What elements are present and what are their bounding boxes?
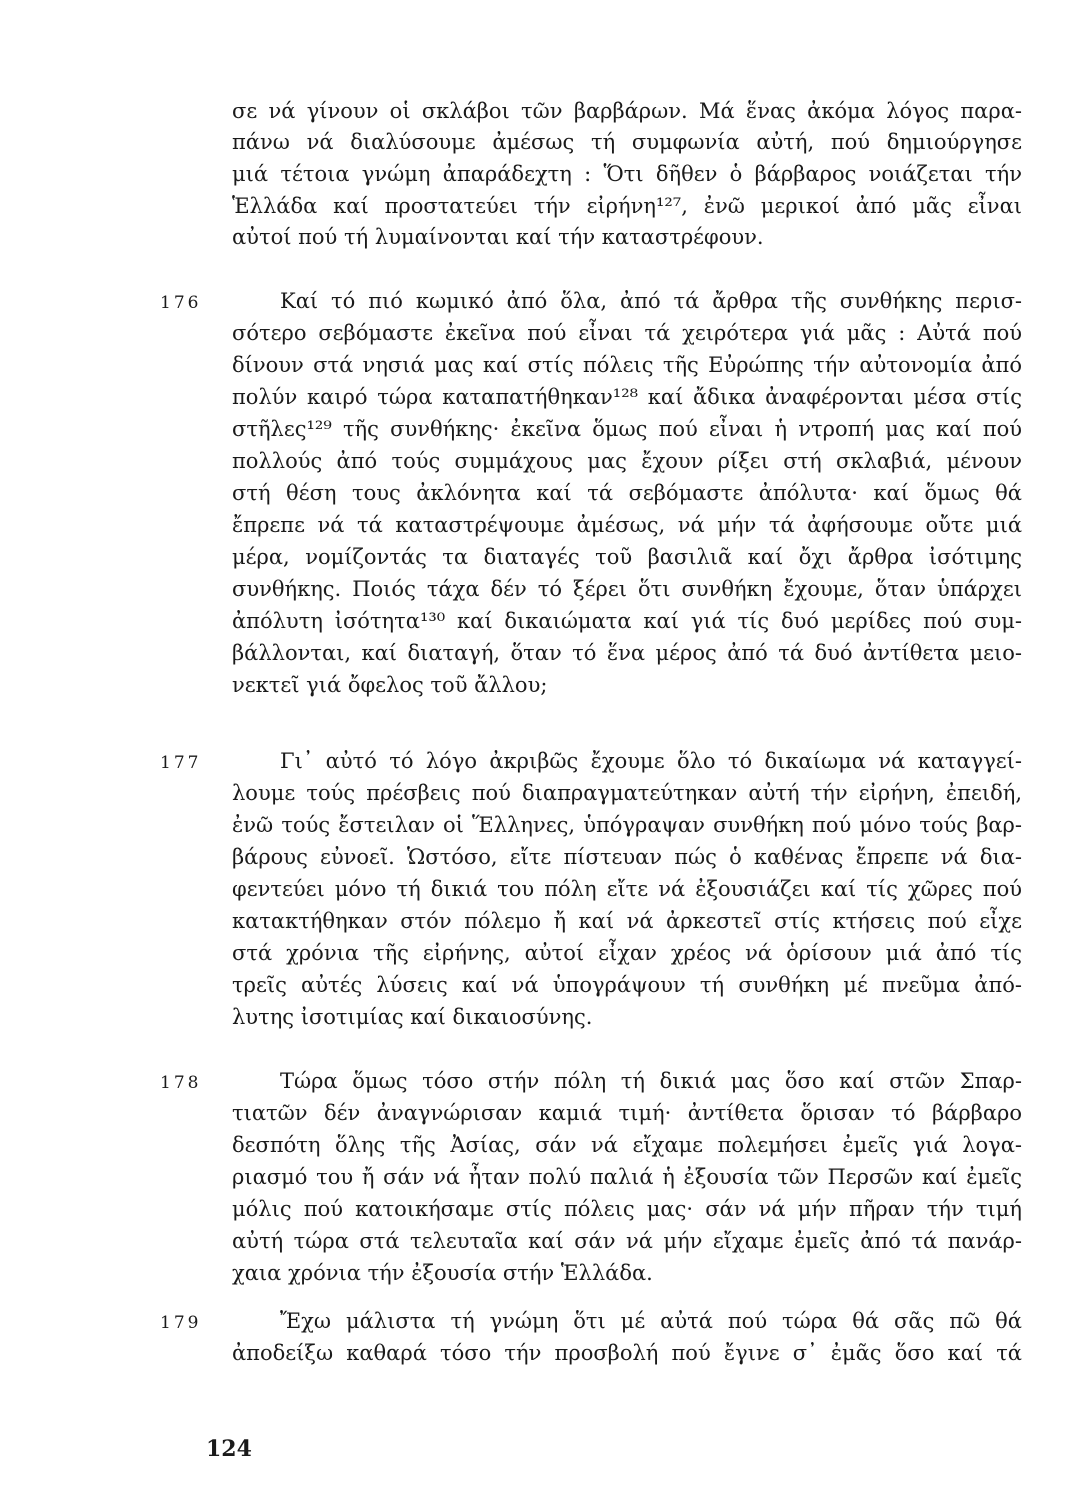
text-line: λουμε τούς πρέσβεις πού διαπραγματεύτηκαν αὐτή τήν εἰρήνη, ἐπειδή, — [232, 781, 1022, 805]
text-line: αὐτοί πού τή λυμαίνονται καί τήν καταστρέφουν. — [232, 225, 764, 249]
text-line: ἔπρεπε νά τά καταστρέψουμε ἀμέσως, νά μήν τά ἀφήσουμε οὔτε μιά — [232, 513, 1022, 537]
text-line: πάνω νά διαλύσουμε ἀμέσως τή συμφωνία αὐτή, πού δημιούργησε — [232, 130, 1022, 154]
text-line: στά χρόνια τῆς εἰρήνης, αὐτοί εἶχαν χρέος νά ὁρίσουν μιά ἀπό τίς — [232, 941, 1022, 965]
text-line: πολύν καιρό τώρα καταπατήθηκαν¹²⁸ καί ἄδικα ἀναφέρονται μέσα στίς — [232, 385, 1022, 409]
text-line: δεσπότη ὅλης τῆς Ἀσίας, σάν νά εἴχαμε πολεμήσει ἐμεῖς γιά λογα- — [232, 1133, 1022, 1157]
text-line: ἐνῶ τούς ἔστειλαν οἱ Ἕλληνες, ὑπόγραψαν συνθήκη πού μόνο τούς βαρ- — [232, 813, 1022, 837]
paragraph-176-first-line: Καί τό πιό κωμικό ἀπό ὅλα, ἀπό τά ἄρθρα τῆς συνθήκης περισ- — [280, 289, 1022, 313]
text-line: μόλις πού κατοικήσαμε στίς πόλεις μας· σάν νά μήν πῆραν τήν τιμή — [232, 1197, 1022, 1221]
section-number-178: 178 — [160, 1073, 202, 1093]
text-line: αὐτή τώρα στά τελευταῖα καί σάν νά μήν εἴχαμε ἐμεῖς ἀπό τά πανάρ- — [232, 1229, 1022, 1253]
text-line: μέρα, νομίζοντάς τα διαταγές τοῦ βασιλιᾶ καί ὄχι ἄρθρα ἰσότιμης — [232, 545, 1022, 569]
text-line: χαια χρόνια τήν ἐξουσία στήν Ἑλλάδα. — [232, 1261, 653, 1285]
paragraph-178-first-line: Τώρα ὅμως τόσο στήν πόλη τή δικιά μας ὅσο καί στῶν Σπαρ- — [280, 1069, 1022, 1093]
paragraph-177-first-line: Γι᾽ αὐτό τό λόγο ἀκριβῶς ἔχουμε ὅλο τό δικαίωμα νά καταγγεί- — [280, 749, 1022, 773]
text-line: μιά τέτοια γνώμη ἀπαράδεχτη : Ὅτι δῆθεν ὁ βάρβαρος νοιάζεται τήν — [232, 162, 1022, 186]
text-line: νεκτεῖ γιά ὄφελος τοῦ ἄλλου; — [232, 673, 548, 697]
text-line: τρεῖς αὐτές λύσεις καί νά ὑπογράψουν τή συνθήκη μέ πνεῦμα ἀπό- — [232, 973, 1022, 997]
text-line: ριασμό του ἤ σάν νά ἦταν πολύ παλιά ἡ ἐξουσία τῶν Περσῶν καί ἐμεῖς — [232, 1165, 1022, 1189]
text-line: βάρους εὐνοεῖ. Ὡστόσο, εἴτε πίστευαν πώς ὁ καθένας ἔπρεπε νά δια- — [232, 845, 1022, 869]
text-line: φεντεύει μόνο τή δικιά του πόλη εἴτε νά ἐξουσιάζει καί τίς χῶρες πού — [232, 877, 1022, 901]
text-line: δίνουν στά νησιά μας καί στίς πόλεις τῆς Εὐρώπης τήν αὐτονομία ἀπό — [232, 353, 1022, 377]
text-line: συνθήκης. Ποιός τάχα δέν τό ξέρει ὅτι συνθήκη ἔχουμε, ὅταν ὑπάρχει — [232, 577, 1022, 601]
section-number-179: 179 — [160, 1313, 202, 1333]
text-line: σε νά γίνουν οἱ σκλάβοι τῶν βαρβάρων. Μά ἕνας ἀκόμα λόγος παρα- — [232, 99, 1022, 123]
text-line: ἀπόλυτη ἰσότητα¹³⁰ καί δικαιώματα καί γιά τίς δυό μερίδες πού συμ- — [232, 609, 1022, 633]
page-number: 124 — [206, 1436, 252, 1462]
text-line: κατακτήθηκαν στόν πόλεμο ἤ καί νά ἀρκεστεῖ στίς κτήσεις πού εἶχε — [232, 909, 1022, 933]
text-line: σότερο σεβόμαστε ἐκεῖνα πού εἶναι τά χειρότερα γιά μᾶς : Αὐτά πού — [232, 321, 1022, 345]
section-number-176: 176 — [160, 293, 202, 313]
text-line: βάλλονται, καί διαταγή, ὅταν τό ἕνα μέρος ἀπό τά δυό ἀντίθετα μειο- — [232, 641, 1022, 665]
text-line: στῆλες¹²⁹ τῆς συνθήκης· ἐκεῖνα ὅμως πού εἶναι ἡ ντροπή μας καί πού — [232, 417, 1022, 441]
text-line: τιατῶν δέν ἀναγνώρισαν καμιά τιμή· ἀντίθετα ὅρισαν τό βάρβαρο — [232, 1101, 1022, 1125]
text-line: στή θέση τους ἀκλόνητα καί τά σεβόμαστε ἀπόλυτα· καί ὅμως θά — [232, 481, 1022, 505]
text-line: πολλούς ἀπό τούς συμμάχους μας ἔχουν ρίξει στή σκλαβιά, μένουν — [232, 449, 1022, 473]
text-line: ἀποδείξω καθαρά τόσο τήν προσβολή πού ἔγινε σ᾽ ἐμᾶς ὅσο καί τά — [232, 1341, 1022, 1365]
section-number-177: 177 — [160, 753, 202, 773]
text-line: Ἑλλάδα καί προστατεύει τήν εἰρήνη¹²⁷, ἐνῶ μερικοί ἀπό μᾶς εἶναι — [232, 194, 1022, 218]
paragraph-179-first-line: Ἔχω μάλιστα τή γνώμη ὅτι μέ αὐτά πού τώρα θά σᾶς πῶ θά — [280, 1309, 1022, 1333]
text-line: λυτης ἰσοτιμίας καί δικαιοσύνης. — [232, 1005, 593, 1029]
